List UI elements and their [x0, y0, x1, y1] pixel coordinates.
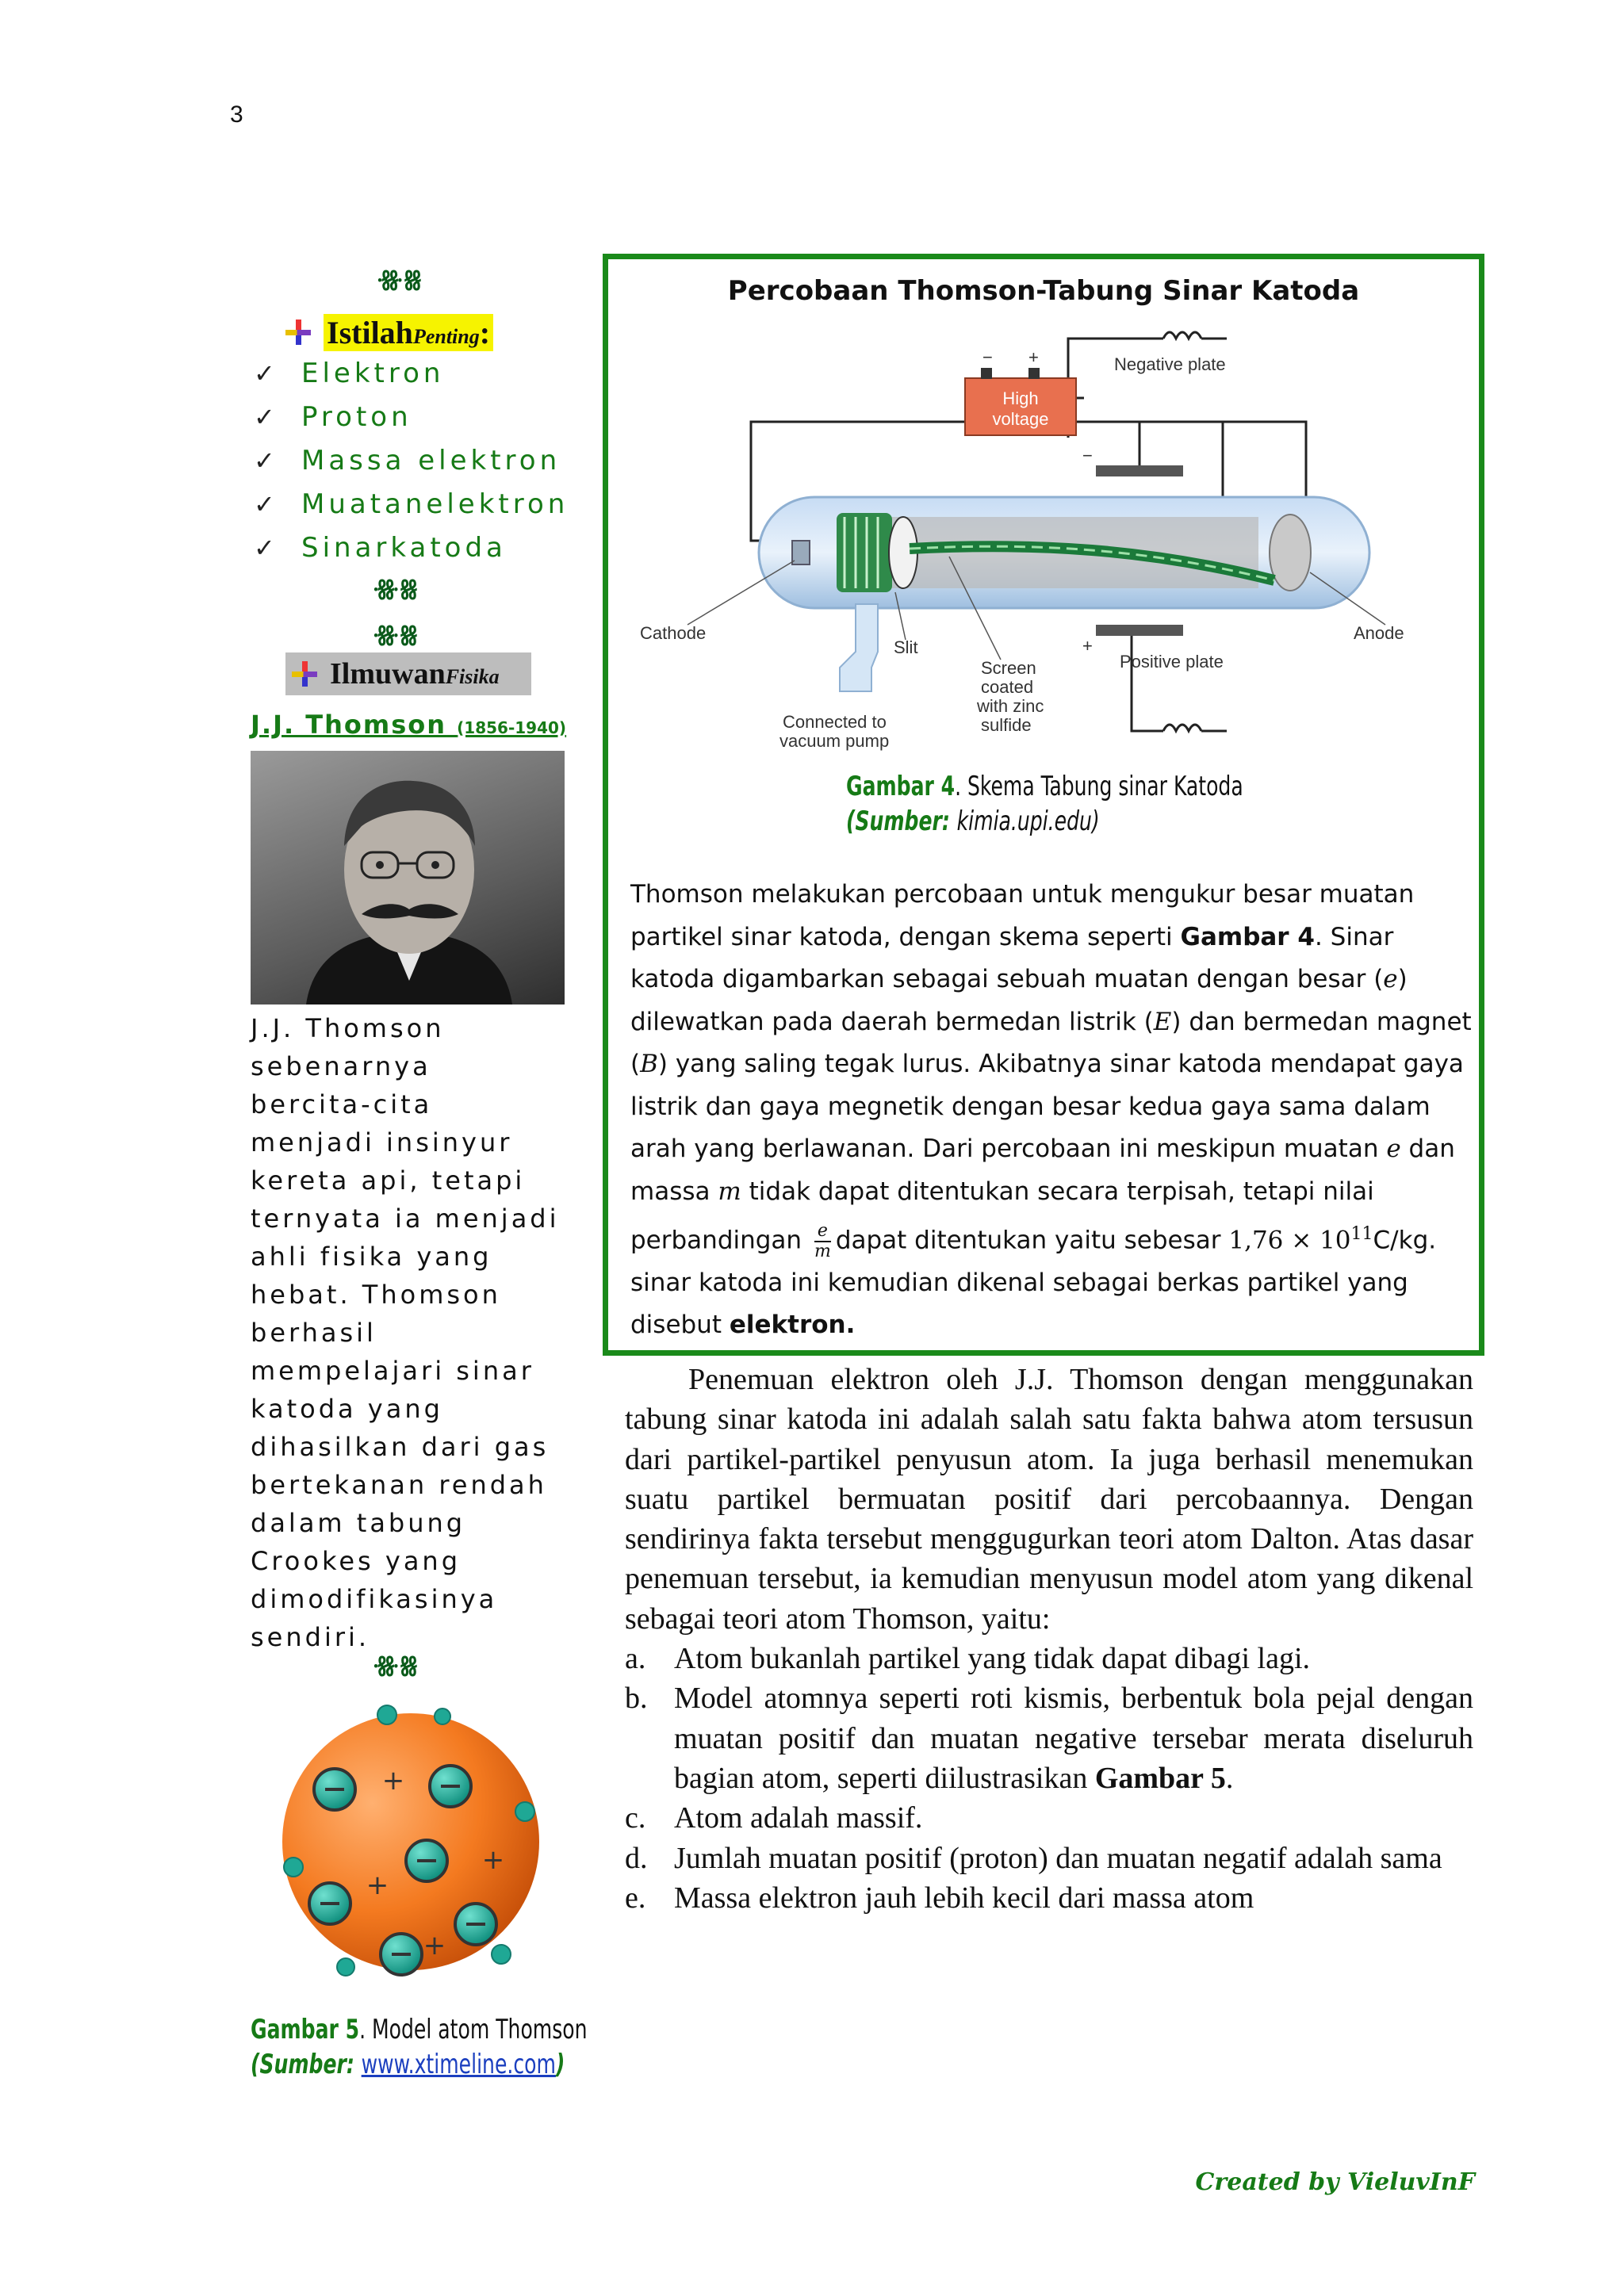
ornament-divider: ꗥꗤ [373, 1651, 419, 1683]
negative-plate-label: Negative plate [1114, 354, 1226, 374]
anode-label: Anode [1354, 623, 1404, 643]
ilmuwan-label: IlmuwanFisika [330, 657, 500, 691]
e-over-m-fraction: $\frac{e}{m}$ [814, 1220, 831, 1261]
cathode-ray-tube-diagram [640, 319, 1457, 767]
svg-text:+: + [481, 1844, 505, 1876]
box-title: Percobaan Thomson-Tabung Sinar Katoda [727, 275, 1360, 307]
svg-text:vacuum pump: vacuum pump [779, 731, 890, 751]
battery-plus-label: + [1028, 347, 1039, 367]
plus-bullet-icon [284, 318, 312, 346]
list-item: c. Atom adalah massif. [625, 1801, 923, 1835]
scientist-bio: J.J. Thomson sebenarnya bercita-cita menjadi insinyur kereta api, tetapi ternyata ia menjadi ahli fisika yang hebat. Thomson berhasil mempelajari sinar katoda yang dihasilkan dari gas bertekanan rendah dalam tabung Crookes yang dimodifikasinya sendiri. [251, 1013, 560, 1652]
svg-text:voltage: voltage [992, 409, 1049, 429]
slit-label: Slit [894, 637, 918, 657]
term-item: ✓ Elektron [254, 357, 445, 389]
istilah-heading [284, 313, 493, 351]
model-points-list [625, 1639, 1473, 1918]
svg-text:sulfide: sulfide [981, 715, 1032, 735]
positive-plate-label: Positive plate [1120, 652, 1224, 672]
check-icon: ✓ [254, 401, 275, 432]
list-item: e. Massa elektron jauh lebih kecil dari massa atom [625, 1881, 1254, 1915]
svg-text:+: + [381, 1765, 405, 1797]
footer-credit: Created by VieluvInF [1195, 2168, 1475, 2196]
check-icon: ✓ [254, 445, 275, 476]
ornament-top: ꗥꗤ [377, 266, 423, 297]
source-link[interactable]: www.xtimeline.com [361, 2049, 556, 2080]
list-item: b. Model atomnya seperti roti kismis, berbentuk bola pejal dengan muatan positif dan muatan negative tersebar merata diseluruh bagian atom, seperti diilustrasikan Gambar 5. [625, 1682, 1473, 1795]
term-item: ✓ Proton [254, 400, 412, 433]
figure4-title: Gambar 4. Skema Tabung sinar Katoda [846, 771, 1243, 802]
ornament-divider: ꗥꗤ [373, 621, 419, 652]
thomson-atom-model [270, 1693, 555, 1998]
list-item: a. Atom bukanlah partikel yang tidak dapat dibagi lagi. [625, 1642, 1311, 1676]
vacuum-pump-label: Connected to [783, 712, 887, 732]
check-icon: ✓ [254, 358, 275, 388]
main-body [625, 1360, 1473, 1918]
term-list [254, 351, 569, 569]
thomson-portrait [251, 751, 565, 1004]
svg-text:+: + [423, 1930, 446, 1961]
svg-text:+: + [1082, 636, 1093, 656]
page-number: 3 [230, 101, 243, 128]
svg-text:+: + [366, 1869, 389, 1901]
istilah-label: IstilahPenting: [324, 314, 493, 351]
term-item: ✓ Sinarkatoda [254, 531, 507, 564]
ilmuwan-heading [285, 652, 531, 695]
check-icon: ✓ [254, 488, 275, 519]
term-item: ✓ Muatanelektron [254, 488, 569, 520]
svg-text:with zinc: with zinc [977, 696, 1044, 716]
scientist-name: J.J. Thomson (1856-1940) [251, 710, 567, 740]
experiment-box [603, 254, 1484, 1356]
figure5-caption [251, 2014, 623, 2080]
figure5-title: Gambar 5. Model atom Thomson [251, 2014, 588, 2045]
screen-label: Screen [981, 658, 1036, 678]
svg-text:coated: coated [981, 677, 1034, 697]
check-icon: ✓ [254, 532, 275, 563]
plus-bullet-icon [290, 660, 319, 688]
figure4-caption [846, 771, 1331, 837]
battery-minus-label: − [982, 347, 993, 367]
high-voltage-label: High [1002, 388, 1039, 408]
figure5-source: (Sumber: www.xtimeline.com) [251, 2049, 565, 2080]
cathode-label: Cathode [640, 623, 707, 643]
intro-paragraph: Penemuan elektron oleh J.J. Thomson dengan menggunakan tabung sinar katoda ini adalah salah satu fakta bahwa atom tersusun dari partikel-partikel penyusun atom. Ia juga berhasil menemukan suatu partikel bermuatan positif dari percobaannya. Dengan sendirinya fakta tersebut menggugurkan teori atom Dalton. Atas dasar penemuan tersebut, ia kemudian menyusun model atom yang dikenal sebagai teori atom Thomson, yaitu: [625, 1363, 1473, 1636]
svg-text:−: − [1082, 446, 1093, 465]
experiment-description: Thomson melakukan percobaan untuk mengukur besar muatan partikel sinar katoda, dengan skema seperti Gambar 4. Sinar katoda digambarkan sebagai sebuah muatan dengan besar (e) dilewatkan pada daerah bermedan listrik (E) dan bermedan magnet (B) yang saling tegak lurus. Akibatnya sinar katoda mendapat gaya listrik dan gaya megnetik dengan besar kedua gaya sama dalam arah yang berlawanan. Dari percobaan ini meskipun muatan e dan massa m tidak dapat ditentukan secara terpisah, tetapi nilai perbandingan $\frac{e}{m}$ dapat ditentukan yaitu sebesar $1,76 \times 10^{11}C/kg$. sinar katoda ini kemudian dikenal sebagai berkas partikel yang disebut elektron. [630, 880, 1472, 1340]
term-item: ✓ Massa elektron [254, 444, 561, 476]
list-item: d. Jumlah muatan positif (proton) dan muatan negatif adalah sama [625, 1841, 1442, 1875]
figure4-source: (Sumber: kimia.upi.edu) [846, 806, 1100, 837]
ornament-divider: ꗥꗤ [373, 575, 419, 607]
